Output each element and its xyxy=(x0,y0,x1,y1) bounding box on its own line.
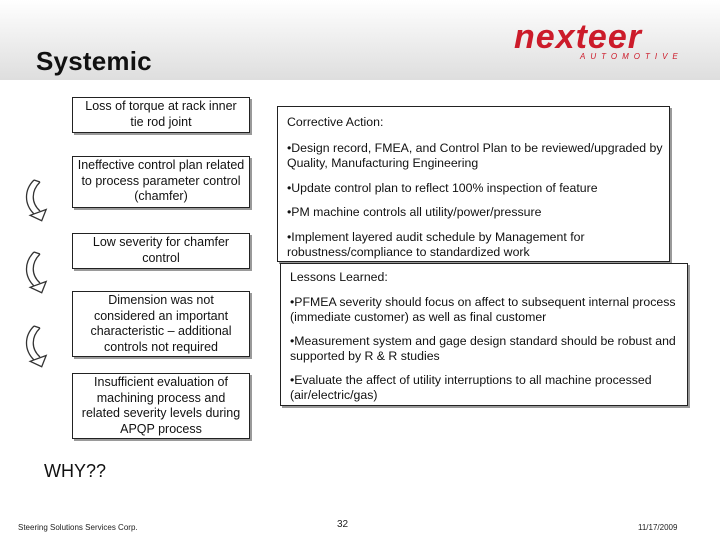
curved-arrow-icon xyxy=(20,324,52,368)
cause-box-3 xyxy=(72,233,250,269)
corrective-action-item: •Design record, FMEA, and Control Plan to be reviewed/upgraded by Quality, Manufacturing Engineering xyxy=(287,140,663,170)
corrective-action-item: •Update control plan to reflect 100% inspection of feature xyxy=(287,180,598,195)
lessons-learned-item: •PFMEA severity should focus on affect to subsequent internal process (immediate customer) as well as final customer xyxy=(290,294,676,324)
cause-box-5 xyxy=(72,373,250,439)
cause-text: Ineffective control plan related to process parameter control (chamfer) xyxy=(77,158,245,203)
corrective-action-heading: Corrective Action: xyxy=(287,115,384,129)
page-title: Systemic xyxy=(36,46,152,76)
lessons-learned-heading: Lessons Learned: xyxy=(290,270,388,284)
curved-arrow-icon xyxy=(20,178,52,222)
footer-date: 11/17/2009 xyxy=(638,523,678,532)
corrective-action-item: •PM machine controls all utility/power/pressure xyxy=(287,205,542,219)
cause-text: Loss of torque at rack inner tie rod joint xyxy=(85,99,237,129)
corrective-action-box xyxy=(277,106,670,262)
lessons-learned-item: •Measurement system and gage design standard should be robust and supported by R & R studies xyxy=(290,333,676,363)
cause-box-1 xyxy=(72,97,250,133)
cause-text: Low severity for chamfer control xyxy=(92,235,230,265)
logo-wordmark: nexteer xyxy=(514,18,642,56)
nexteer-logo xyxy=(514,20,690,72)
curved-arrow-icon xyxy=(20,250,52,294)
lessons-learned-item: •Evaluate the affect of utility interruptions to all machine processed (air/electric/gas) xyxy=(290,372,652,402)
cause-text: Dimension was not considered an important characteristic – additional controls not required xyxy=(90,293,232,354)
cause-text: Insufficient evaluation of machining process and related severity levels during APQP process xyxy=(81,375,241,436)
lessons-learned-box xyxy=(280,263,688,406)
cause-box-4 xyxy=(72,291,250,357)
footer-page-number: 32 xyxy=(337,519,349,530)
footer-company: Steering Solutions Services Corp. xyxy=(18,523,138,532)
corrective-action-item: •Implement layered audit schedule by Management for robustness/compliance to standardized work xyxy=(287,229,585,259)
cause-box-2 xyxy=(72,156,250,208)
logo-subtitle: AUTOMOTIVE xyxy=(580,52,683,61)
why-label: WHY?? xyxy=(44,461,107,481)
